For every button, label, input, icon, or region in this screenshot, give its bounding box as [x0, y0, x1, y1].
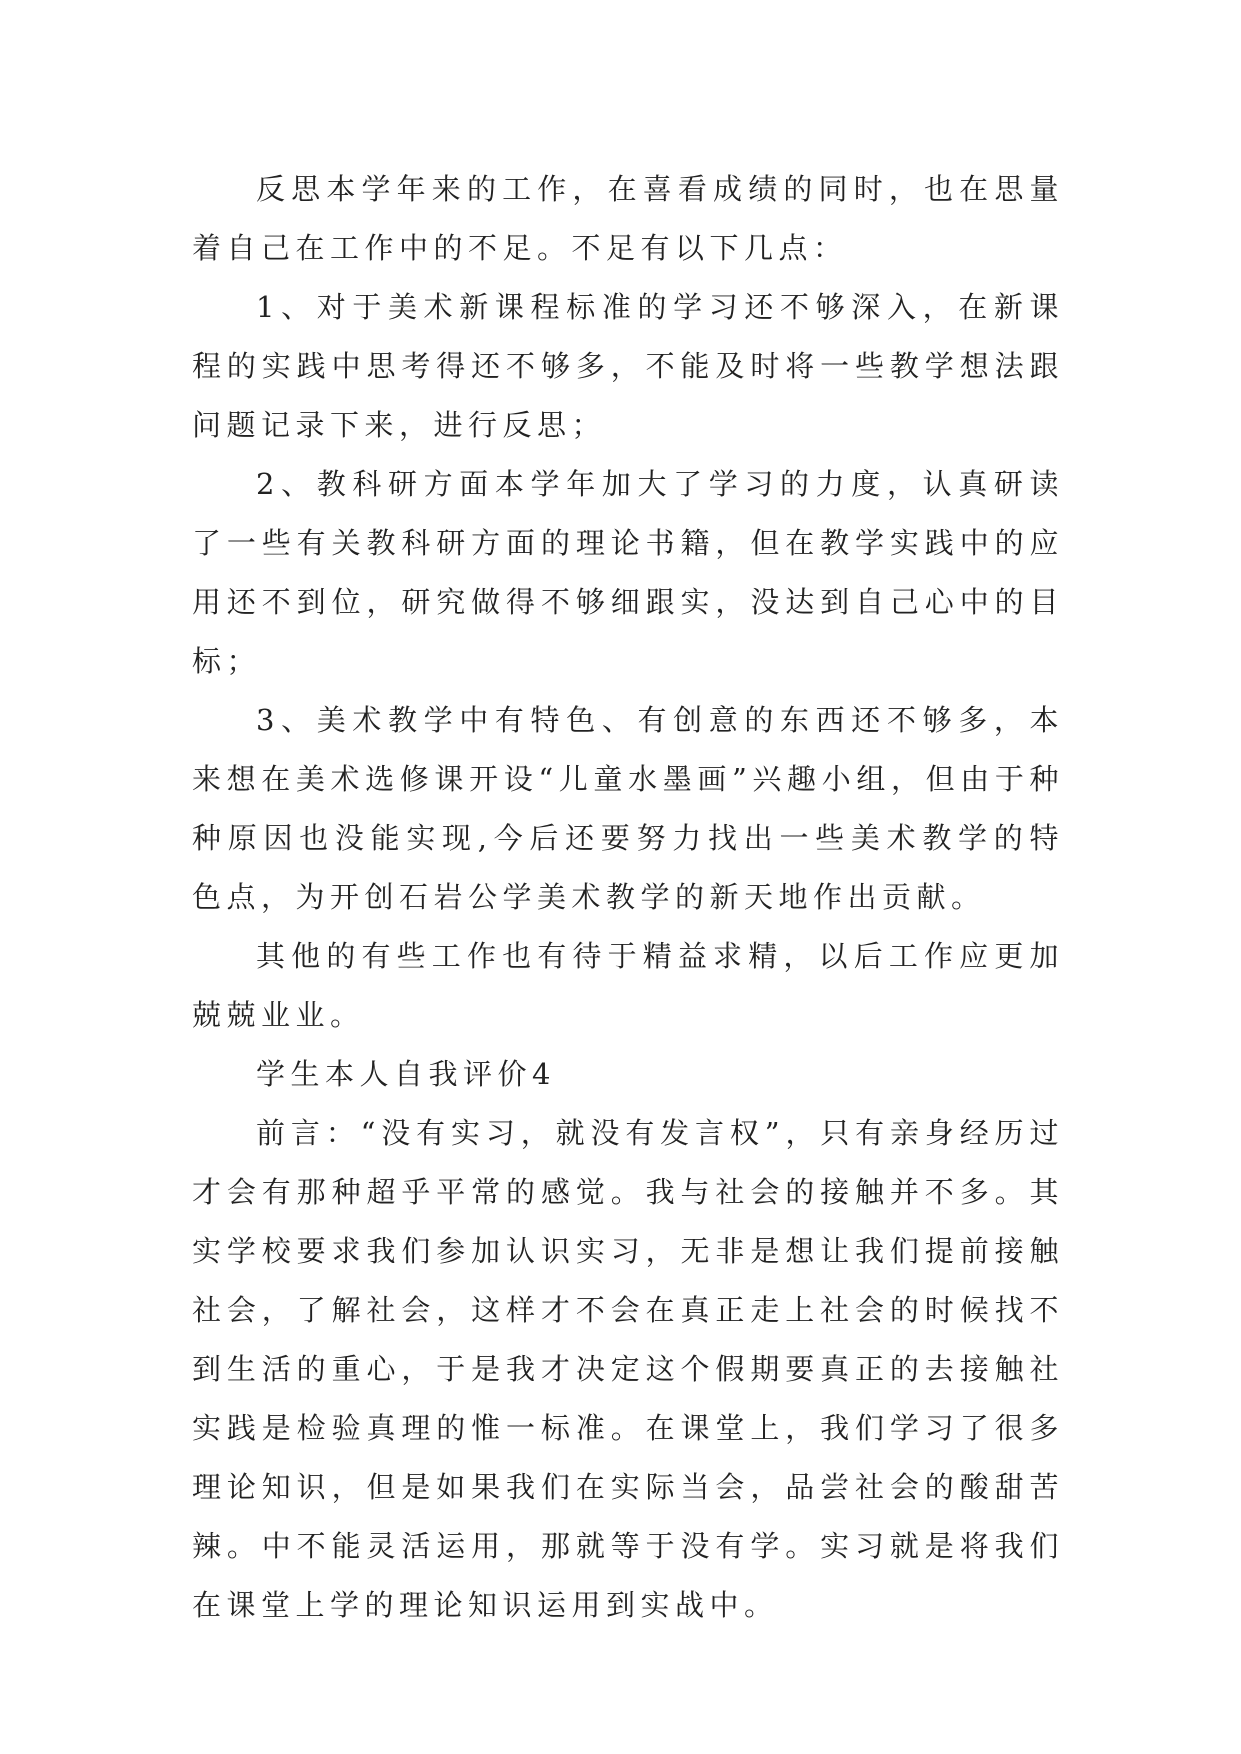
paragraph-closing: 其他的有些工作也有待于精益求精，以后工作应更加兢兢业业。 — [192, 939, 1064, 1032]
paragraph-point-3: 3、美术教学中有特色、有创意的东西还不够多，本来想在美术选修课开设“儿童水墨画”兴趣小组，但由于种种原因也没能实现,今后还要努力找出一些美术教学的特色点，为开创石岩公学美术教学的新天地作出贡献。 — [192, 703, 1064, 914]
paragraph-preface: 前言：“没有实习，就没有发言权”，只有亲身经历过才会有那种超乎平常的感觉。我与社会的接触并不多。其实学校要求我们参加认识实习，无非是想让我们提前接触社会，了解社会，这样才不会在真正走上社会的时候找不到生活的重心，于是我才决定这个假期要真正的去接触社实践是检验真理的惟一标准。在课堂上，我们学习了很多理论知识，但是如果我们在实际当会，品尝社会的酸甜苦辣。中不能灵活运用，那就等于没有学。实习就是将我们在课堂上学的理论知识运用到实战中。 — [192, 1116, 1064, 1622]
section-heading: 学生本人自我评价4 — [256, 1057, 556, 1091]
paragraph-reflection-intro: 反思本学年来的工作，在喜看成绩的同时，也在思量着自己在工作中的不足。不足有以下几点： — [192, 172, 1064, 265]
document-body — [192, 160, 1064, 1635]
paragraph-point-2: 2、教科研方面本学年加大了学习的力度，认真研读了一些有关教科研方面的理论书籍，但在教学实践中的应用还不到位，研究做得不够细跟实，没达到自己心中的目标； — [192, 467, 1064, 678]
paragraph-point-1: 1、对于美术新课程标准的学习还不够深入，在新课程的实践中思考得还不够多，不能及时将一些教学想法跟问题记录下来，进行反思； — [192, 290, 1064, 442]
